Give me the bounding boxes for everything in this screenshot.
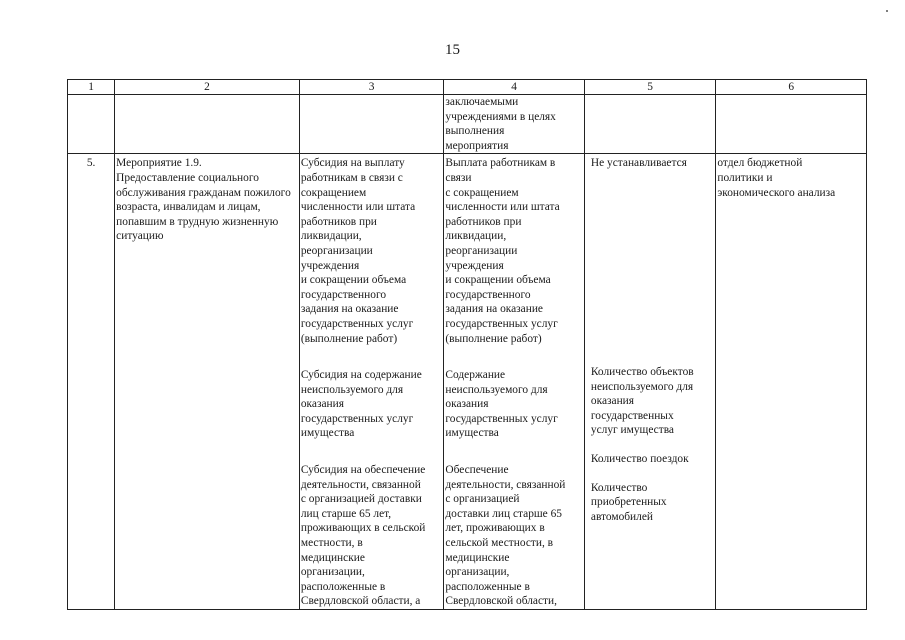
cont-cell-4 [444,95,585,154]
indicator-text-2: Количество объектов неиспользуемого для оказания государственных услуг имущества [590,365,694,437]
col-header-5: 5 [584,80,715,95]
cont-cell-3 [299,95,444,154]
measure-text: Мероприятие 1.9. Предоставление социального обслуживания гражданам пожилого возраста, инвалидам и лицам, попавшим в трудную жизненную ситуацию [116,157,291,243]
column-number-row [68,80,867,95]
purpose-cell [444,154,585,610]
cont-cell-6 [716,95,867,154]
indicator-text-3: Количество поездок [590,452,689,465]
subsidy-cell [299,154,444,610]
indicator-text-1: Не устанавливается [590,157,687,170]
measure-cell [115,154,300,610]
cont-cell-1 [68,95,115,154]
cont-cell-5 [584,95,715,154]
col-header-6: 6 [716,80,867,95]
subsidy-text-3: Субсидия на обеспечение деятельности, связанной с организацией доставки лиц старше 65 лет, проживающих в сельской местности, в медицинские организации, расположенные в Свердловской области, а [300,464,426,608]
col-header-4: 4 [444,80,585,95]
table-row [68,154,867,610]
col-header-1: 1 [68,80,115,95]
responsible-text: отдел бюджетной политики и экономического анализа [717,157,836,199]
col-header-2: 2 [115,80,300,95]
responsible-cell [716,154,867,610]
page-number: 15 [445,42,460,58]
indicator-cell [584,154,715,610]
col-header-3: 3 [299,80,444,95]
program-measures-table [67,79,867,610]
row-number: 5. [68,154,115,610]
cont-cell-2 [115,95,300,154]
purpose-text-1: Выплата работникам в связи с сокращением численности или штата работников при ликвидации, реорганизации учреждения и сокращении объема государственного задания на оказание государственных услуг (выполнение работ) [445,157,560,345]
continuation-row [68,95,867,154]
purpose-text-2: Содержание неиспользуемого для оказания государственных услуг имущества [445,369,558,440]
purpose-text-3: Обеспечение деятельности, связанной с организацией доставки лиц старше 65 лет, проживающих в сельской местности, в медицинские организации, расположенные в Свердловской области, [445,464,566,608]
cont-text: заключаемыми учреждениями в целях выполнения мероприятия [445,96,556,152]
subsidy-text-1: Субсидия на выплату работникам в связи с сокращением численности или штата работников при ликвидации, реорганизации учреждения и сокращении объема государственного задания на оказание государственных услуг (выполнение работ) [300,157,416,345]
subsidy-text-2: Субсидия на содержание неиспользуемого для оказания государственных услуг имущества [300,369,422,440]
scan-speck [886,10,888,12]
indicator-text-4: Количество приобретенных автомобилей [590,481,667,523]
